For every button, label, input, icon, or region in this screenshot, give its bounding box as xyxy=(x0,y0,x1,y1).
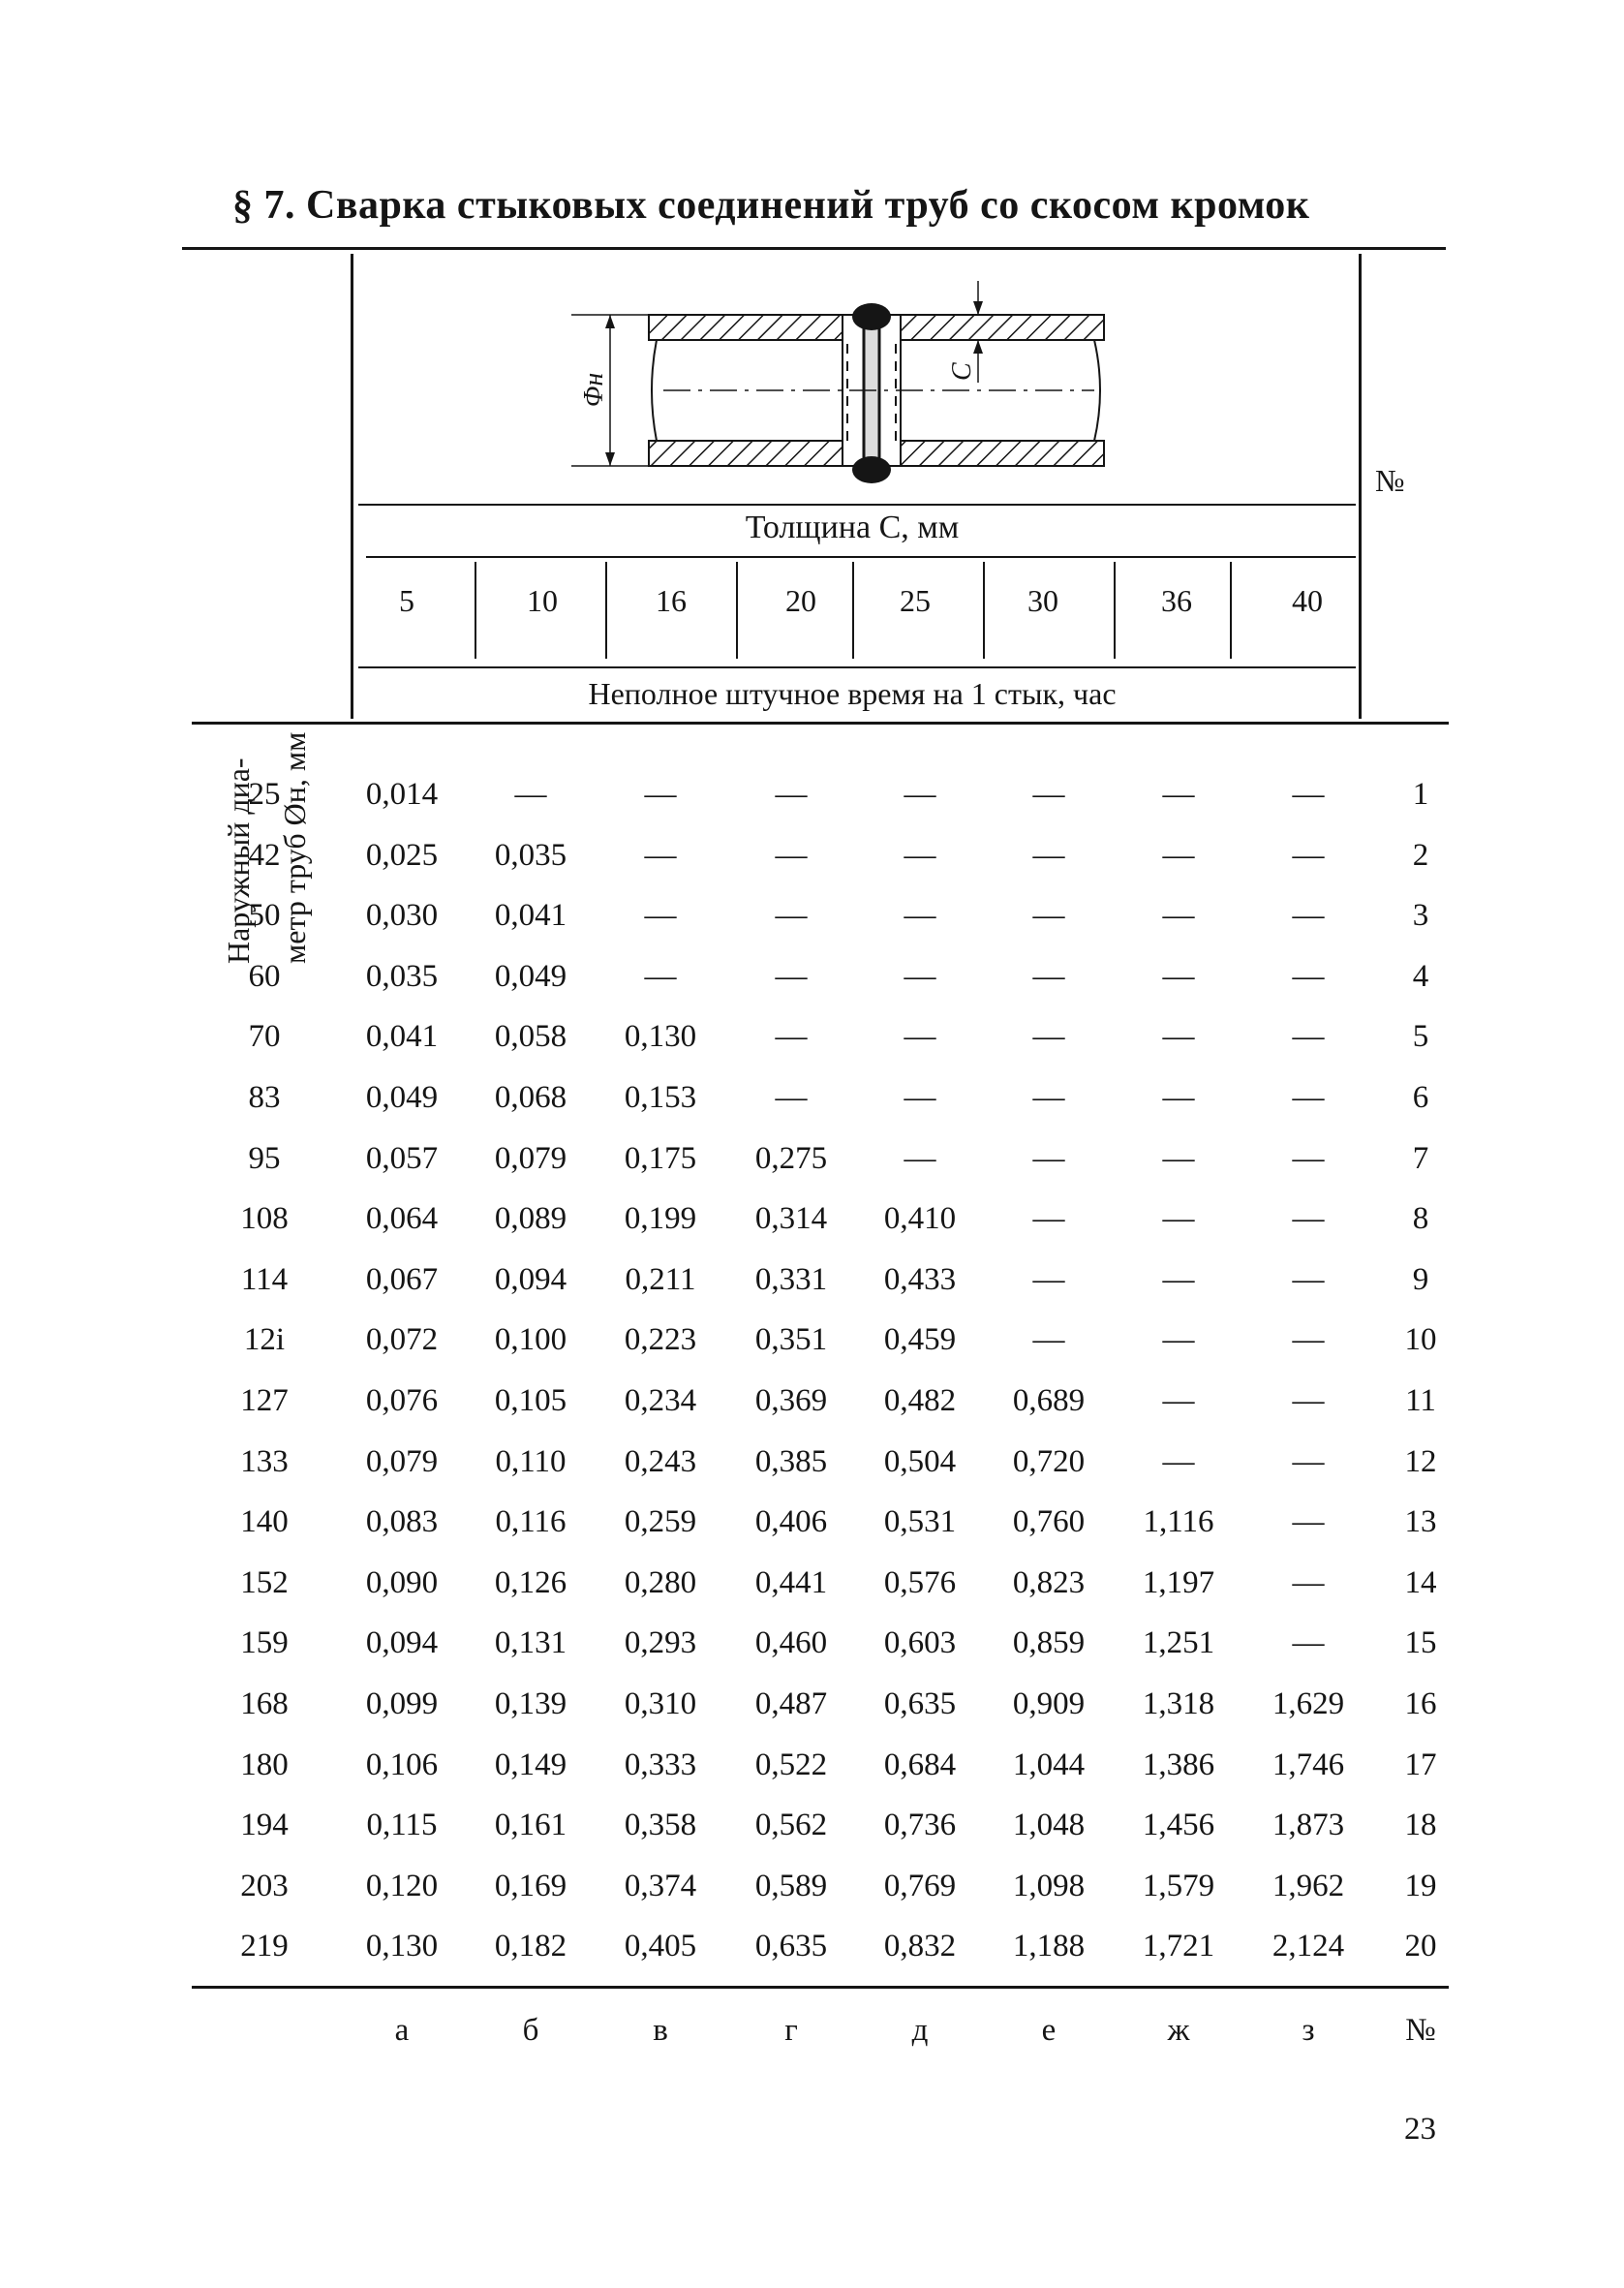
outer-diameter-cell: 203 xyxy=(240,1869,289,1903)
time-value-cell: — xyxy=(775,1080,808,1115)
time-value-cell: 0,259 xyxy=(624,1504,697,1539)
time-value-cell: 1,386 xyxy=(1142,1747,1215,1782)
time-value-cell: 0,161 xyxy=(494,1808,567,1842)
time-value-cell: 0,094 xyxy=(365,1625,439,1660)
table-row xyxy=(0,1808,1624,1866)
time-value-cell: 0,333 xyxy=(624,1747,697,1782)
section-title: § 7. Сварка стыковых соединений труб со скосом кромок xyxy=(232,183,1310,228)
time-value-cell: 0,079 xyxy=(494,1141,567,1176)
time-value-cell: 0,106 xyxy=(365,1747,439,1782)
time-value-cell: 0,131 xyxy=(494,1625,567,1660)
row-number-cell: 1 xyxy=(1412,777,1429,812)
time-value-cell: 0,410 xyxy=(883,1201,957,1236)
time-value-cell: 1,197 xyxy=(1142,1565,1215,1600)
time-value-cell: 0,079 xyxy=(365,1444,439,1479)
time-value-cell: 0,049 xyxy=(494,959,567,994)
table-row xyxy=(0,1141,1624,1199)
row-number-cell: 14 xyxy=(1404,1565,1437,1600)
thickness-divider xyxy=(1114,562,1116,659)
time-value-cell: — xyxy=(1162,1444,1195,1479)
time-value-cell: — xyxy=(1292,1565,1325,1600)
time-value-cell: 0,433 xyxy=(883,1262,957,1297)
row-number-cell: 2 xyxy=(1412,838,1429,873)
time-value-cell: — xyxy=(904,1080,936,1115)
column-letter: а xyxy=(394,2013,410,2048)
time-value-cell: 0,562 xyxy=(754,1808,828,1842)
column-letter: д xyxy=(911,2013,929,2048)
outer-diameter-cell: 140 xyxy=(240,1504,289,1539)
column-letter: б xyxy=(522,2013,539,2048)
time-value-cell: 0,072 xyxy=(365,1322,439,1357)
time-value-cell: — xyxy=(904,898,936,933)
row-number-cell: 16 xyxy=(1404,1686,1437,1721)
column-letter: в xyxy=(653,2013,668,2048)
diameter-label-line2: метр труб Øн, мм xyxy=(277,731,312,964)
time-value-cell: 0,049 xyxy=(365,1080,439,1115)
time-value-cell: 0,689 xyxy=(1012,1383,1086,1418)
time-value-cell: 0,090 xyxy=(365,1565,439,1600)
time-value-cell: 0,057 xyxy=(365,1141,439,1176)
row-number-cell: 12 xyxy=(1404,1444,1437,1479)
thickness-top-rule xyxy=(358,504,1356,506)
time-value-cell: 0,310 xyxy=(624,1686,697,1721)
thickness-symbol-label: C xyxy=(947,362,977,381)
time-value-cell: — xyxy=(1292,1383,1325,1418)
time-value-cell: — xyxy=(1032,1201,1065,1236)
outer-diameter-cell: 159 xyxy=(240,1625,289,1660)
outer-diameter-cell: 168 xyxy=(240,1686,289,1721)
thickness-divider xyxy=(736,562,738,659)
row-number-cell: 5 xyxy=(1412,1019,1429,1054)
time-value-cell: — xyxy=(1032,777,1065,812)
time-value-cell: 0,234 xyxy=(624,1383,697,1418)
thickness-value: 10 xyxy=(527,583,558,618)
time-value-cell: — xyxy=(1292,1322,1325,1357)
time-value-cell: 0,760 xyxy=(1012,1504,1086,1539)
time-value-cell: 0,603 xyxy=(883,1625,957,1660)
outer-diameter-cell: 12i xyxy=(243,1322,286,1357)
time-value-cell: — xyxy=(1292,777,1325,812)
time-value-cell: — xyxy=(1292,1262,1325,1297)
time-value-cell: 0,223 xyxy=(624,1322,697,1357)
time-value-cell: — xyxy=(1162,959,1195,994)
time-value-cell: — xyxy=(514,777,547,812)
time-value-cell: 0,094 xyxy=(494,1262,567,1297)
time-value-cell: 0,211 xyxy=(625,1262,696,1297)
time-value-cell: — xyxy=(1292,1625,1325,1660)
time-value-cell: 0,182 xyxy=(494,1929,567,1963)
time-value-cell: 0,130 xyxy=(365,1929,439,1963)
time-value-cell: — xyxy=(1292,1444,1325,1479)
time-value-cell: — xyxy=(904,838,936,873)
outer-diameter-cell: 70 xyxy=(248,1019,281,1054)
time-value-cell: 0,684 xyxy=(883,1747,957,1782)
thickness-value: 20 xyxy=(785,583,816,618)
table-row xyxy=(0,1504,1624,1562)
thickness-value: 40 xyxy=(1292,583,1323,618)
row-number-cell: 20 xyxy=(1404,1929,1437,1963)
time-value-cell: — xyxy=(1032,1262,1065,1297)
time-value-cell: 0,035 xyxy=(494,838,567,873)
table-row xyxy=(0,1565,1624,1623)
time-value-cell: — xyxy=(775,1019,808,1054)
time-value-cell: 0,275 xyxy=(754,1141,828,1176)
time-value-cell: 0,589 xyxy=(754,1869,828,1903)
time-value-cell: 0,199 xyxy=(624,1201,697,1236)
time-value-cell: — xyxy=(1162,1322,1195,1357)
time-value-cell: 0,030 xyxy=(365,898,439,933)
time-value-cell: 1,251 xyxy=(1142,1625,1215,1660)
time-value-cell: 0,025 xyxy=(365,838,439,873)
time-value-cell: — xyxy=(1032,1141,1065,1176)
time-value-cell: 1,318 xyxy=(1142,1686,1215,1721)
time-value-cell: 0,280 xyxy=(624,1565,697,1600)
time-value-cell: 0,487 xyxy=(754,1686,828,1721)
time-value-cell: 0,083 xyxy=(365,1504,439,1539)
outer-diameter-cell: 25 xyxy=(248,777,281,812)
time-value-cell: 0,099 xyxy=(365,1686,439,1721)
time-value-cell: 0,153 xyxy=(624,1080,697,1115)
table-row xyxy=(0,838,1624,896)
table-row xyxy=(0,1080,1624,1138)
column-letter: е xyxy=(1041,2013,1057,2048)
time-value-cell: 0,041 xyxy=(365,1019,439,1054)
page-number: 23 xyxy=(1404,2112,1436,2147)
time-value-cell: — xyxy=(644,777,677,812)
table-row xyxy=(0,1262,1624,1320)
time-value-cell: — xyxy=(904,1141,936,1176)
table-row xyxy=(0,1444,1624,1502)
time-value-cell: 0,139 xyxy=(494,1686,567,1721)
row-number-cell: 6 xyxy=(1412,1080,1429,1115)
time-value-cell: 0,293 xyxy=(624,1625,697,1660)
thickness-divider xyxy=(605,562,607,659)
outer-diameter-cell: 219 xyxy=(240,1929,289,1963)
thickness-value: 5 xyxy=(399,583,414,618)
header-right-border xyxy=(1359,254,1362,719)
time-value-cell: 0,067 xyxy=(365,1262,439,1297)
time-label: Неполное штучное время на 1 стык, час xyxy=(588,676,1117,711)
time-value-cell: — xyxy=(1162,1019,1195,1054)
outer-diameter-cell: 83 xyxy=(248,1080,281,1115)
time-value-cell: 0,126 xyxy=(494,1565,567,1600)
time-value-cell: 0,110 xyxy=(495,1444,567,1479)
time-value-cell: — xyxy=(1032,838,1065,873)
time-value-cell: 0,460 xyxy=(754,1625,828,1660)
time-value-cell: 0,358 xyxy=(624,1808,697,1842)
footer-number-label: № xyxy=(1405,2013,1436,2048)
table-row xyxy=(0,777,1624,835)
outer-diameter-cell: 127 xyxy=(240,1383,289,1418)
time-value-cell: — xyxy=(1162,1141,1195,1176)
number-column-header: № xyxy=(1375,463,1405,498)
time-value-cell: 0,149 xyxy=(494,1747,567,1782)
time-value-cell: 0,100 xyxy=(494,1322,567,1357)
time-value-cell: — xyxy=(1162,898,1195,933)
table-row xyxy=(0,1686,1624,1745)
time-value-cell: — xyxy=(904,1019,936,1054)
time-value-cell: 0,769 xyxy=(883,1869,957,1903)
row-number-cell: 9 xyxy=(1412,1262,1429,1297)
time-value-cell: — xyxy=(644,959,677,994)
time-value-cell: 0,823 xyxy=(1012,1565,1086,1600)
table-bottom-rule xyxy=(192,1986,1449,1989)
header-bottom-rule xyxy=(192,722,1449,725)
time-value-cell: 0,331 xyxy=(754,1262,828,1297)
time-value-cell: — xyxy=(1292,1080,1325,1115)
time-value-cell: 1,048 xyxy=(1012,1808,1086,1842)
thickness-values-top-rule xyxy=(366,556,1356,558)
time-value-cell: 0,351 xyxy=(754,1322,828,1357)
time-value-cell: — xyxy=(904,959,936,994)
title-rule xyxy=(182,247,1446,250)
row-number-cell: 3 xyxy=(1412,898,1429,933)
time-value-cell: — xyxy=(775,959,808,994)
time-value-cell: 0,014 xyxy=(365,777,439,812)
time-value-cell: 1,629 xyxy=(1272,1686,1345,1721)
time-value-cell: 0,105 xyxy=(494,1383,567,1418)
table-row xyxy=(0,959,1624,1017)
time-value-cell: 1,044 xyxy=(1012,1747,1086,1782)
time-value-cell: — xyxy=(775,898,808,933)
row-number-cell: 15 xyxy=(1404,1625,1437,1660)
time-value-cell: 0,068 xyxy=(494,1080,567,1115)
table-row xyxy=(0,1869,1624,1927)
time-value-cell: 1,579 xyxy=(1142,1869,1215,1903)
row-number-cell: 19 xyxy=(1404,1869,1437,1903)
row-number-cell: 13 xyxy=(1404,1504,1437,1539)
time-value-cell: 0,120 xyxy=(365,1869,439,1903)
time-value-cell: 0,441 xyxy=(754,1565,828,1600)
time-value-cell: 0,314 xyxy=(754,1201,828,1236)
column-letter: г xyxy=(784,2013,798,2048)
diameter-label-line1: Наружный диа- xyxy=(221,758,256,964)
time-value-cell: 0,909 xyxy=(1012,1686,1086,1721)
row-number-cell: 11 xyxy=(1405,1383,1436,1418)
outer-diameter-cell: 95 xyxy=(248,1141,281,1176)
time-value-cell: 0,076 xyxy=(365,1383,439,1418)
outer-diameter-cell: 108 xyxy=(240,1201,289,1236)
time-value-cell: 0,035 xyxy=(365,959,439,994)
thickness-divider xyxy=(1230,562,1232,659)
thickness-value: 30 xyxy=(1027,583,1058,618)
time-value-cell: — xyxy=(1292,1141,1325,1176)
time-value-cell: — xyxy=(1162,1262,1195,1297)
time-value-cell: 0,115 xyxy=(366,1808,438,1842)
time-value-cell: 0,531 xyxy=(883,1504,957,1539)
time-value-cell: — xyxy=(644,838,677,873)
row-number-cell: 17 xyxy=(1404,1747,1437,1782)
time-value-cell: 0,169 xyxy=(494,1869,567,1903)
table-row xyxy=(0,1747,1624,1806)
time-value-cell: 0,482 xyxy=(883,1383,957,1418)
time-value-cell: — xyxy=(1162,1383,1195,1418)
time-label-top-rule xyxy=(358,666,1356,668)
time-value-cell: — xyxy=(775,838,808,873)
row-number-cell: 8 xyxy=(1412,1201,1429,1236)
time-value-cell: — xyxy=(1032,1080,1065,1115)
pipe-joint-diagram xyxy=(552,276,1152,509)
time-value-cell: 0,504 xyxy=(883,1444,957,1479)
thickness-value: 25 xyxy=(900,583,931,618)
table-row xyxy=(0,898,1624,956)
time-value-cell: 0,832 xyxy=(883,1929,957,1963)
time-value-cell: 0,064 xyxy=(365,1201,439,1236)
diameter-symbol-label: Φн xyxy=(579,372,609,407)
thickness-value: 36 xyxy=(1161,583,1192,618)
table-row xyxy=(0,1383,1624,1441)
outer-diameter-cell: 180 xyxy=(240,1747,289,1782)
table-row xyxy=(0,1019,1624,1077)
time-value-cell: 0,736 xyxy=(883,1808,957,1842)
outer-diameter-cell: 50 xyxy=(248,898,281,933)
time-value-cell: 1,721 xyxy=(1142,1929,1215,1963)
row-number-cell: 4 xyxy=(1412,959,1429,994)
table-row xyxy=(0,1929,1624,1987)
time-value-cell: 0,406 xyxy=(754,1504,828,1539)
time-value-cell: — xyxy=(1162,838,1195,873)
row-number-cell: 10 xyxy=(1404,1322,1437,1357)
time-value-cell: 1,116 xyxy=(1143,1504,1214,1539)
time-value-cell: — xyxy=(1292,1504,1325,1539)
time-value-cell: 1,746 xyxy=(1272,1747,1345,1782)
time-value-cell: 1,873 xyxy=(1272,1808,1345,1842)
time-value-cell: — xyxy=(1292,898,1325,933)
outer-diameter-cell: 152 xyxy=(240,1565,289,1600)
outer-diameter-cell: 133 xyxy=(240,1444,289,1479)
time-value-cell: — xyxy=(1292,1201,1325,1236)
time-value-cell: — xyxy=(1292,1019,1325,1054)
time-value-cell: 0,374 xyxy=(624,1869,697,1903)
time-value-cell: — xyxy=(1292,838,1325,873)
time-value-cell: — xyxy=(775,777,808,812)
time-value-cell: — xyxy=(644,898,677,933)
time-value-cell: 0,635 xyxy=(754,1929,828,1963)
time-value-cell: 0,405 xyxy=(624,1929,697,1963)
time-value-cell: — xyxy=(904,777,936,812)
table-row xyxy=(0,1322,1624,1380)
time-value-cell: 1,962 xyxy=(1272,1869,1345,1903)
outer-diameter-cell: 194 xyxy=(240,1808,289,1842)
time-value-cell: — xyxy=(1162,1201,1195,1236)
time-value-cell: — xyxy=(1032,898,1065,933)
outer-diameter-cell: 42 xyxy=(248,838,281,873)
time-value-cell: — xyxy=(1162,777,1195,812)
column-letter: ж xyxy=(1167,2013,1190,2048)
time-value-cell: 1,098 xyxy=(1012,1869,1086,1903)
row-number-cell: 7 xyxy=(1412,1141,1429,1176)
time-value-cell: 0,859 xyxy=(1012,1625,1086,1660)
time-value-cell: 0,041 xyxy=(494,898,567,933)
time-value-cell: — xyxy=(1032,1322,1065,1357)
time-value-cell: 0,635 xyxy=(883,1686,957,1721)
time-value-cell: 2,124 xyxy=(1272,1929,1345,1963)
table-row xyxy=(0,1625,1624,1684)
time-value-cell: 0,243 xyxy=(624,1444,697,1479)
time-value-cell: 0,522 xyxy=(754,1747,828,1782)
time-value-cell: 1,188 xyxy=(1012,1929,1086,1963)
time-value-cell: 0,089 xyxy=(494,1201,567,1236)
column-letter: з xyxy=(1302,2013,1315,2048)
thickness-divider xyxy=(475,562,476,659)
time-value-cell: — xyxy=(1032,1019,1065,1054)
time-value-cell: — xyxy=(1292,959,1325,994)
time-value-cell: 1,456 xyxy=(1142,1808,1215,1842)
time-value-cell: 0,130 xyxy=(624,1019,697,1054)
time-value-cell: 0,459 xyxy=(883,1322,957,1357)
row-number-cell: 18 xyxy=(1404,1808,1437,1842)
time-value-cell: 0,385 xyxy=(754,1444,828,1479)
outer-diameter-cell: 114 xyxy=(240,1262,289,1297)
table-row xyxy=(0,1201,1624,1259)
time-value-cell: 0,576 xyxy=(883,1565,957,1600)
thickness-divider xyxy=(983,562,985,659)
time-value-cell: 0,369 xyxy=(754,1383,828,1418)
time-value-cell: — xyxy=(1162,1080,1195,1115)
thickness-label: Толщина С, мм xyxy=(745,510,960,545)
thickness-value: 16 xyxy=(656,583,687,618)
outer-diameter-cell: 60 xyxy=(248,959,281,994)
time-value-cell: 0,175 xyxy=(624,1141,697,1176)
time-value-cell: — xyxy=(1032,959,1065,994)
time-value-cell: 0,058 xyxy=(494,1019,567,1054)
time-value-cell: 0,720 xyxy=(1012,1444,1086,1479)
time-value-cell: 0,116 xyxy=(495,1504,567,1539)
